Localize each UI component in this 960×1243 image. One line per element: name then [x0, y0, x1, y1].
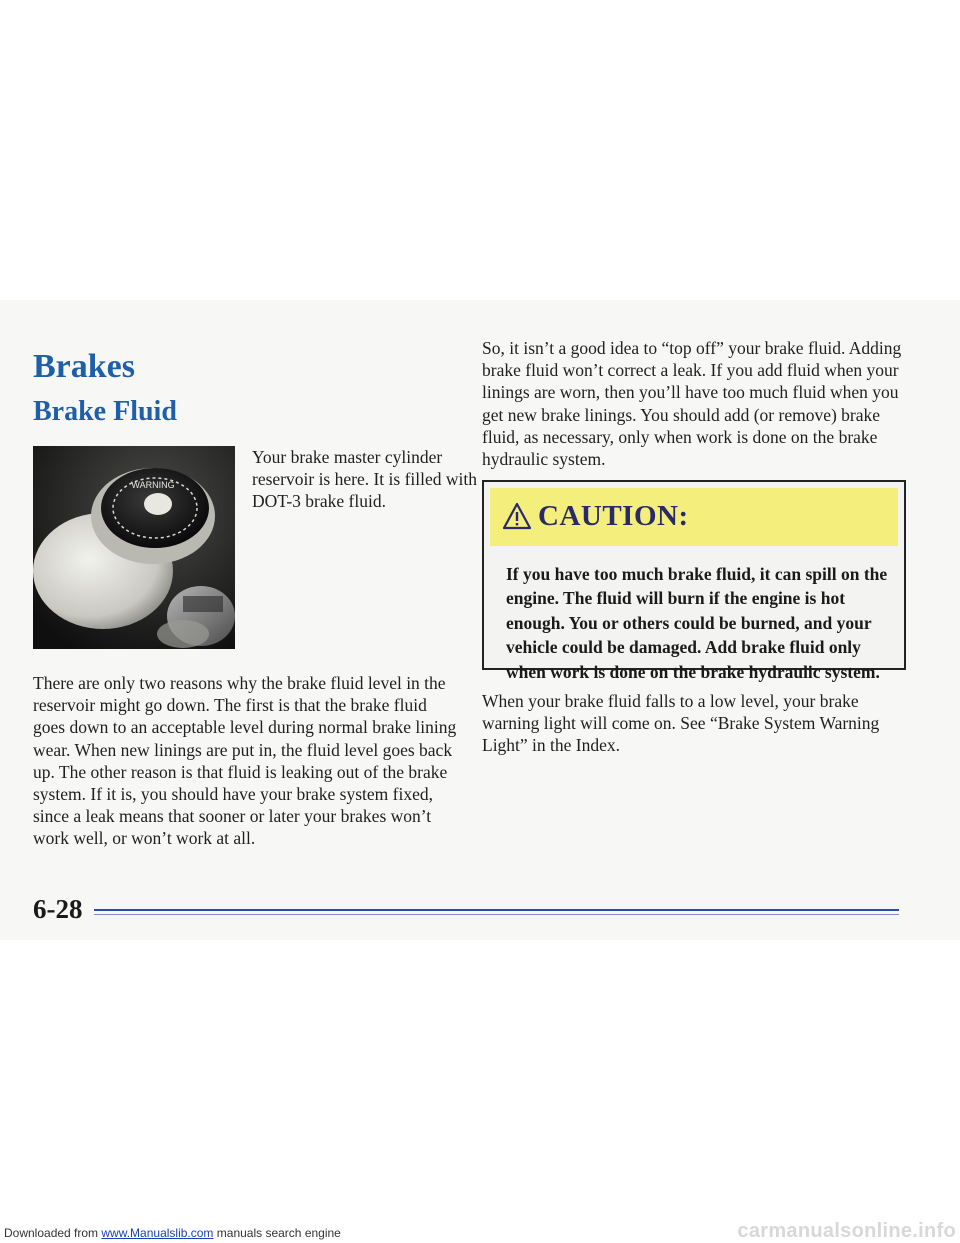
reservoir-illustration [33, 446, 235, 649]
manualslib-link[interactable]: www.Manualslib.com [101, 1226, 214, 1240]
caution-title: CAUTION: [538, 500, 689, 532]
top-off-paragraph: So, it isn’t a good idea to “top off” your brake fluid. Adding brake fluid won’t correct a leak. If you add fluid when your linings are worn, then you’ll have too much fluid when you get new brake linings. You should add (or remove) brake fluid, as necessary, only when work is done on the brake hydraulic system. [482, 338, 902, 470]
fluid-level-paragraph: There are only two reasons why the brake fluid level in the reservoir might go down. The first is that the brake fluid goes down to an acceptable level during normal brake lining wear. When new linings are put in, the fluid level goes back up. The other reason is that fluid is leaking out of the brake system. If it is, you should have your brake system fixed, since a leak means that sooner or later your brakes won’t work well, or won’t work at all. [33, 673, 457, 849]
section-title: Brakes [33, 348, 135, 385]
warning-triangle-icon [502, 502, 532, 530]
download-suffix: manuals search engine [213, 1226, 341, 1240]
footer-rule-thin [94, 914, 899, 915]
page-number: 6-28 [33, 894, 83, 924]
caution-box [482, 480, 906, 682]
download-notice [4, 1226, 341, 1240]
cap-label: WARNING [131, 480, 175, 490]
caution-body: If you have too much brake fluid, it can spill on the engine. The fluid will burn if the engine is hot enough. You or others could be burned, and your vehicle could be damaged. Add brake fluid only when work is done on the brake hydraulic system. [506, 564, 888, 682]
subsection-title: Brake Fluid [33, 396, 177, 427]
watermark: carmanualsonline.info [737, 1220, 956, 1242]
brake-reservoir-photo [33, 446, 235, 649]
footer-rule [94, 909, 899, 911]
caution-header [490, 488, 898, 546]
intro-text: Your brake master cylinder reservoir is here. It is filled with DOT-3 brake fluid. [252, 447, 478, 511]
warning-light-paragraph: When your brake fluid falls to a low level, your brake warning light will come on. See “Brake System Warning Light” in the Index. [482, 691, 880, 756]
download-prefix: Downloaded from [4, 1226, 102, 1240]
